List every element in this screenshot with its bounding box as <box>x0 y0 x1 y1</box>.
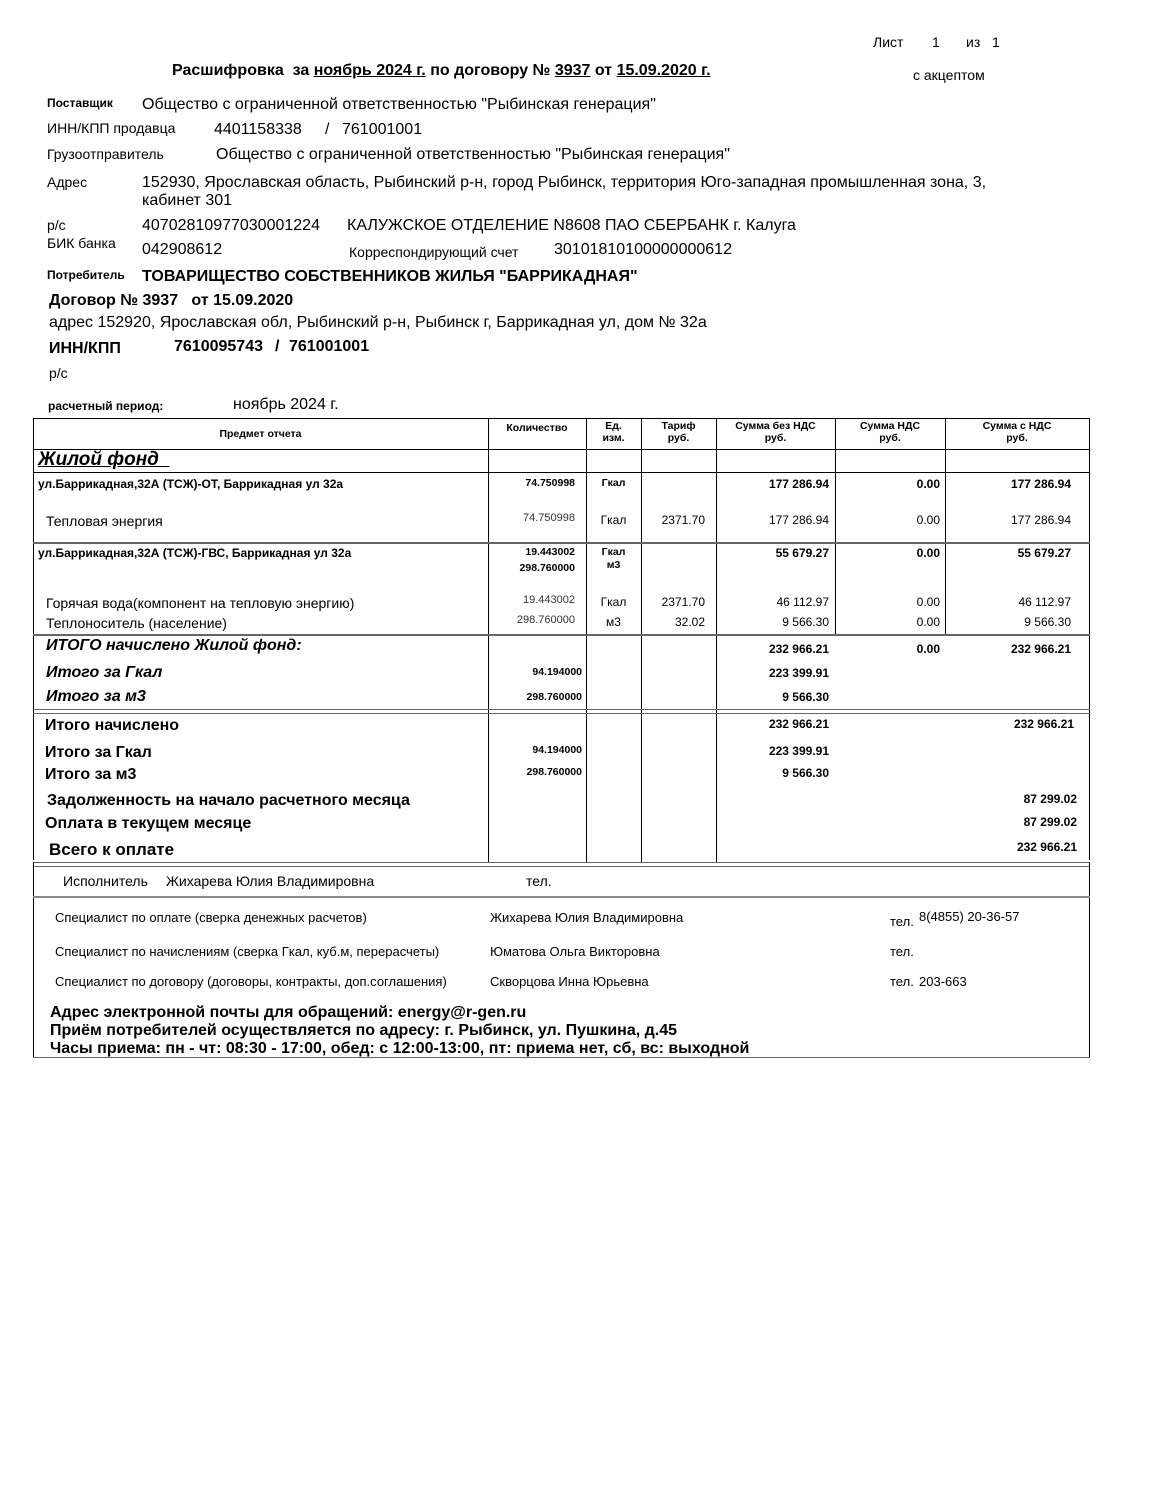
group-vat: 0.00 <box>916 546 940 560</box>
paid-value: 87 299.02 <box>1023 815 1077 829</box>
document-title <box>172 62 711 80</box>
box-divider <box>33 896 1090 898</box>
section-m3-label: Итого за м3 <box>46 688 146 705</box>
specialist-role: Специалист по договору (договоры, контракты, доп.соглашения) <box>55 974 447 989</box>
group-qty: 19.443002 <box>525 546 575 558</box>
consumer-inn-separator: / <box>275 338 280 355</box>
item-sum: 46 112.97 <box>776 595 829 609</box>
item-unit: м3 <box>606 615 621 629</box>
section-gcal-qty: 94.194000 <box>532 666 582 678</box>
row-divider <box>33 449 1090 450</box>
group-sum: 177 286.94 <box>768 477 829 491</box>
executor-label: Исполнитель <box>63 873 148 889</box>
header-vat-line1: Сумма НДС <box>859 420 921 432</box>
period-label: расчетный период: <box>48 399 164 413</box>
group-sum: 55 679.27 <box>775 546 829 560</box>
title-period: ноябрь 2024 г. <box>313 62 426 79</box>
group-qty-secondary: 298.760000 <box>519 562 575 574</box>
specialist-tel: 8(4855) 20-36-57 <box>919 909 1020 924</box>
group-name: ул.Баррикадная,32А (ТСЖ)-ГВС, Баррикадная ул 32а <box>38 546 352 560</box>
header-sum-line1: Сумма без НДС <box>735 420 816 432</box>
section-total-vat: 0.00 <box>916 642 940 656</box>
corr-account-label: Корреспондирующий счет <box>349 244 519 260</box>
row-divider <box>33 542 1090 544</box>
consumer-address: адрес 152920, Ярославская обл, Рыбинский р-н, Рыбинск г, Баррикадная ул, дом № 32а <box>49 314 707 331</box>
supplier-name: Общество с ограниченной ответственностью "Рыбинская генерация" <box>142 96 656 113</box>
grand-m3-sum: 9 566.30 <box>782 766 829 780</box>
debt-label: Задолженность на начало расчетного месяца <box>47 792 410 809</box>
paid-label: Оплата в текущем месяце <box>45 815 252 832</box>
item-tariff: 2371.70 <box>661 513 705 527</box>
item-sum: 177 286.94 <box>768 513 829 527</box>
executor-tel-label: тел. <box>526 873 552 889</box>
corr-account: 30101810100000000612 <box>554 241 732 258</box>
item-tariff: 2371.70 <box>661 595 705 609</box>
item-name: Тепловая энергия <box>46 513 163 529</box>
item-qty: 298.760000 <box>516 614 575 626</box>
debt-value: 87 299.02 <box>1023 792 1077 806</box>
section-title-text: Жилой фонд <box>38 449 159 470</box>
table-border <box>1089 418 1090 860</box>
sheet-number: 1 <box>932 34 940 50</box>
item-name: Горячая вода(компонент на тепловую энергию) <box>46 595 355 611</box>
title-contract-label: по договору № <box>430 62 551 79</box>
consumer-account-label: р/с <box>49 365 68 381</box>
row-divider <box>33 709 1090 710</box>
item-qty: 74.750998 <box>523 512 575 524</box>
supplier-address-line1: 152930, Ярославская область, Рыбинский р-н, город Рыбинск, территория Юго-западная промышленная зона, 3, <box>142 174 987 191</box>
consumer-label: Потребитель <box>47 268 125 282</box>
title-contract-date: 15.09.2020 г. <box>616 62 711 79</box>
specialist-tel-label: тел. <box>890 914 914 929</box>
section-total-label: ИТОГО начислено Жилой фонд: <box>46 637 302 654</box>
due-value: 232 966.21 <box>1016 840 1077 854</box>
item-unit: Гкал <box>600 595 627 609</box>
group-total: 55 679.27 <box>1017 546 1071 560</box>
grand-gcal-label: Итого за Гкал <box>45 744 152 761</box>
supplier-bank: КАЛУЖСКОЕ ОТДЕЛЕНИЕ N8608 ПАО СБЕРБАНК г. Калуга <box>347 217 796 234</box>
section-gcal-label: Итого за Гкал <box>46 664 163 681</box>
item-vat: 0.00 <box>916 615 940 629</box>
section-total-sum: 232 966.21 <box>768 642 829 656</box>
row-divider <box>33 866 1090 867</box>
group-unit-secondary: м3 <box>606 559 621 571</box>
box-border <box>33 862 34 1058</box>
grand-gcal-qty: 94.194000 <box>532 744 582 756</box>
supplier-account: 40702810977030001224 <box>142 217 320 234</box>
consumer-inn-kpp-label: ИНН/КПП <box>49 340 121 357</box>
bik-value: 042908612 <box>142 241 223 258</box>
bik-label: БИК банка <box>47 235 116 251</box>
section-m3-qty: 298.760000 <box>526 691 582 703</box>
row-divider <box>33 862 1090 863</box>
sheet-label: Лист <box>873 34 904 50</box>
section-m3-sum: 9 566.30 <box>782 690 829 704</box>
due-label: Всего к оплате <box>49 840 175 859</box>
row-divider <box>33 472 1090 473</box>
grand-m3-qty: 298.760000 <box>526 766 582 778</box>
seller-inn: 4401158338 <box>214 121 302 138</box>
header-sum-line2: руб. <box>764 432 787 444</box>
consumer-contract: Договор № 3937 от 15.09.2020 <box>49 292 294 309</box>
seller-inn-separator: / <box>325 121 330 138</box>
seller-inn-kpp-label: ИНН/КПП продавца <box>47 120 176 136</box>
header-subject: Предмет отчета <box>219 428 302 440</box>
supplier-address-line2: кабинет 301 <box>142 192 233 209</box>
item-sum: 9 566.30 <box>782 615 829 629</box>
specialist-name: Юматова Ольга Викторовна <box>490 944 660 959</box>
title-contract-number: 3937 <box>554 62 591 79</box>
supplier-label: Поставщик <box>47 96 113 110</box>
item-tariff: 32.02 <box>674 615 705 629</box>
grand-total-sum: 232 966.21 <box>768 717 829 731</box>
row-divider <box>33 634 1090 636</box>
header-quantity: Количество <box>506 422 568 434</box>
section-total-total: 232 966.21 <box>1010 642 1071 656</box>
header-total-line1: Сумма с НДС <box>982 420 1052 432</box>
item-total: 46 112.97 <box>1018 595 1071 609</box>
item-total: 177 286.94 <box>1010 513 1071 527</box>
header-tariff-line2: руб. <box>667 432 690 444</box>
box-border <box>1089 862 1090 1058</box>
grand-total-label: Итого начислено <box>45 717 180 734</box>
supplier-account-label: р/с <box>47 217 66 233</box>
group-vat: 0.00 <box>916 477 940 491</box>
specialist-tel: 203-663 <box>919 974 967 989</box>
specialist-name: Скворцова Инна Юрьевна <box>490 974 649 989</box>
consumer-inn: 7610095743 <box>174 338 263 355</box>
shipper-name: Общество с ограниченной ответственностью "Рыбинская генерация" <box>216 146 730 163</box>
consumer-kpp: 761001001 <box>289 338 370 355</box>
specialist-name: Жихарева Юлия Владимировна <box>490 910 684 925</box>
specialist-role: Специалист по оплате (сверка денежных расчетов) <box>55 910 367 925</box>
row-divider <box>33 713 1090 714</box>
item-vat: 0.00 <box>916 513 940 527</box>
shipper-label: Грузоотправитель <box>47 146 164 162</box>
sheet-total: 1 <box>992 34 1000 50</box>
group-qty: 74.750998 <box>525 477 575 489</box>
header-tariff-line1: Тариф <box>661 420 696 432</box>
title-prefix: Расшифровка за <box>172 62 310 79</box>
header-unit-line1: Ед. <box>605 420 622 432</box>
section-title <box>38 449 169 471</box>
group-name: ул.Баррикадная,32А (ТСЖ)-ОТ, Баррикадная ул 32а <box>38 477 344 491</box>
table-border <box>33 418 1090 419</box>
period-value: ноябрь 2024 г. <box>233 396 339 413</box>
grand-m3-label: Итого за м3 <box>45 766 137 783</box>
table-border <box>33 418 34 860</box>
item-name: Теплоноситель (население) <box>46 615 227 631</box>
acceptance-note: с акцептом <box>913 67 985 83</box>
item-total: 9 566.30 <box>1024 615 1071 629</box>
grand-gcal-sum: 223 399.91 <box>768 744 829 758</box>
item-vat: 0.00 <box>916 595 940 609</box>
grand-total-total: 232 966.21 <box>1013 717 1074 731</box>
header-total-line2: руб. <box>1006 432 1028 444</box>
item-unit: Гкал <box>600 513 627 527</box>
title-date-label: от <box>594 62 613 79</box>
seller-kpp: 761001001 <box>342 121 423 138</box>
item-qty: 19.443002 <box>523 594 575 606</box>
hours-line: Часы приема: пн - чт: 08:30 - 17:00, обед: с 12:00-13:00, пт: приема нет, сб, вс: выходной <box>50 1040 750 1057</box>
specialist-tel-label: тел. <box>890 944 914 959</box>
header-vat-line2: руб. <box>879 432 901 444</box>
executor-name: Жихарева Юлия Владимировна <box>166 873 375 889</box>
section-gcal-sum: 223 399.91 <box>768 666 829 680</box>
column-divider <box>641 418 642 863</box>
group-unit: Гкал <box>601 546 626 558</box>
supplier-address-label: Адрес <box>47 174 88 190</box>
group-unit: Гкал <box>601 477 626 489</box>
specialist-role: Специалист по начислениям (сверка Гкал, куб.м, перерасчеты) <box>55 944 440 959</box>
group-total: 177 286.94 <box>1010 477 1071 491</box>
specialist-tel-label: тел. <box>890 974 914 989</box>
reception-line: Приём потребителей осуществляется по адресу: г. Рыбинск, ул. Пушкина, д.45 <box>50 1022 678 1039</box>
consumer-name: ТОВАРИЩЕСТВО СОБСТВЕННИКОВ ЖИЛЬЯ "БАРРИКАДНАЯ" <box>142 268 638 285</box>
of-label: из <box>966 34 981 50</box>
email-line: Адрес электронной почты для обращений: energy@r-gen.ru <box>50 1004 527 1021</box>
header-unit-line2: изм. <box>602 432 625 444</box>
